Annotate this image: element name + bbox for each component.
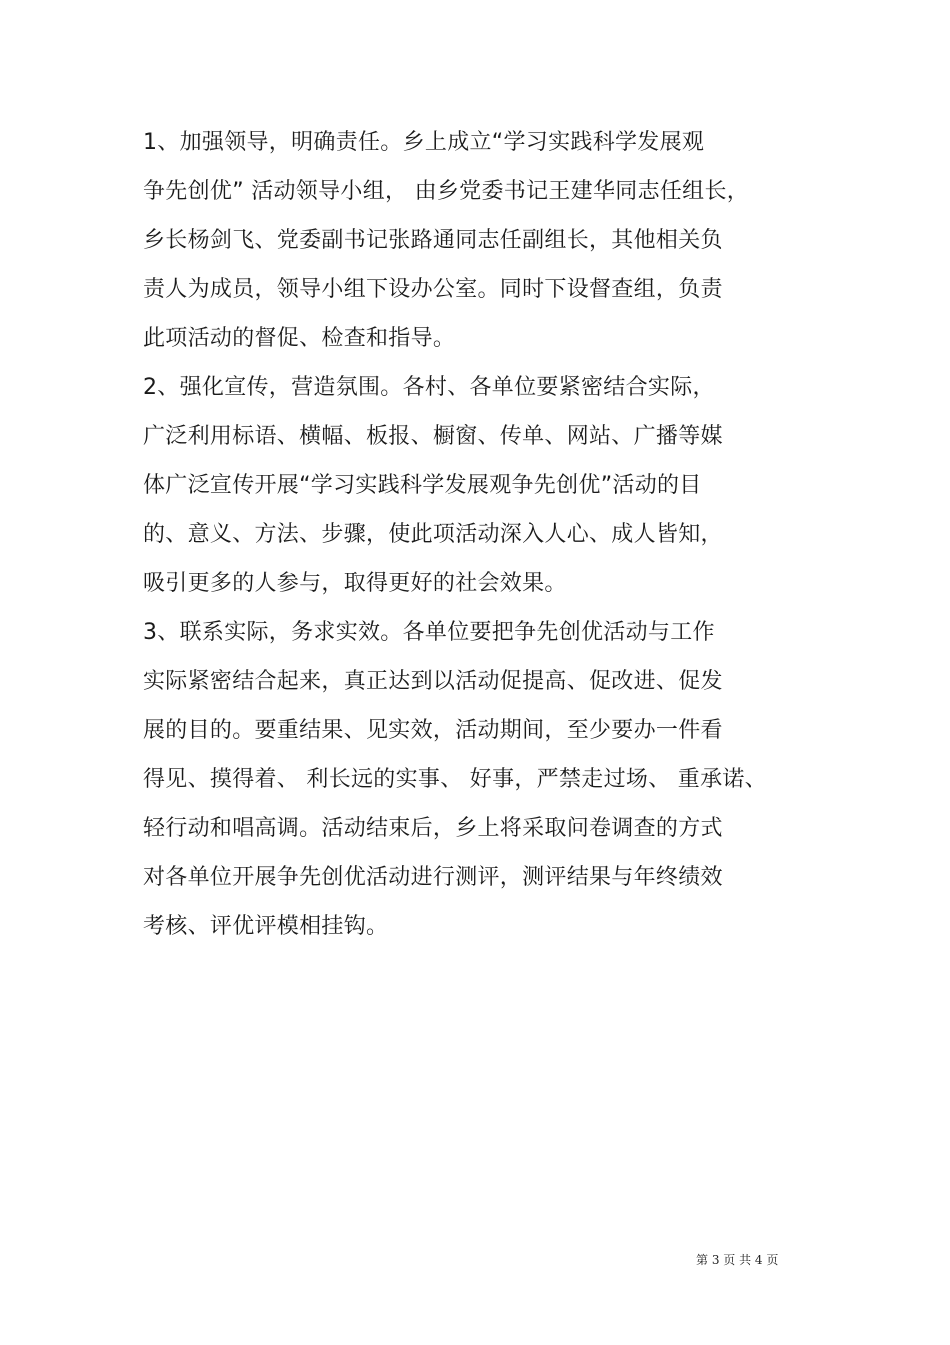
- text-line: 责人为成员，领导小组下设办公室。同时下设督查组，负责: [143, 277, 723, 302]
- text-line: 广泛利用标语、横幅、板报、橱窗、传单、网站、广播等媒: [143, 424, 723, 449]
- text-line: 考核、评优评模相挂钩。: [143, 914, 389, 939]
- text-line: 吸引更多的人参与，取得更好的社会效果。: [143, 571, 567, 596]
- text-line: 2、强化宣传，营造氛围。各村、各单位要紧密结合实际，: [143, 375, 715, 400]
- text-line: 实际紧密结合起来，真正达到以活动促提高、促改进、促发: [143, 669, 723, 694]
- text-line: 的、意义、方法、步骤，使此项活动深入人心、成人皆知，: [143, 522, 723, 547]
- text-line: 对各单位开展争先创优活动进行测评，测评结果与年终绩效: [143, 865, 723, 890]
- text-line: 此项活动的督促、检查和指导。: [143, 326, 456, 351]
- text-line: 争先创优” 活动领导小组， 由乡党委书记王建华同志任组长，: [143, 179, 750, 204]
- text-line: 乡长杨剑飞、党委副书记张路通同志任副组长，其他相关负: [143, 228, 723, 253]
- text-line: 体广泛宣传开展“学习实践科学发展观争先创优”活动的目: [143, 473, 702, 498]
- text-line: 展的目的。要重结果、见实效，活动期间，至少要办一件看: [143, 718, 723, 743]
- text-line: 得见、摸得着、 利长远的实事、 好事，严禁走过场、 重承诺、: [143, 767, 767, 792]
- text-line: 3、联系实际，务求实效。各单位要把争先创优活动与工作: [143, 620, 715, 645]
- text-line: 1、加强领导，明确责任。乡上成立“学习实践科学发展观: [143, 130, 705, 155]
- page-number-footer: 第 3 页 共 4 页: [696, 1253, 779, 1267]
- text-line: 轻行动和唱高调。活动结束后，乡上将采取问卷调查的方式: [143, 816, 723, 841]
- body-text: [143, 118, 843, 951]
